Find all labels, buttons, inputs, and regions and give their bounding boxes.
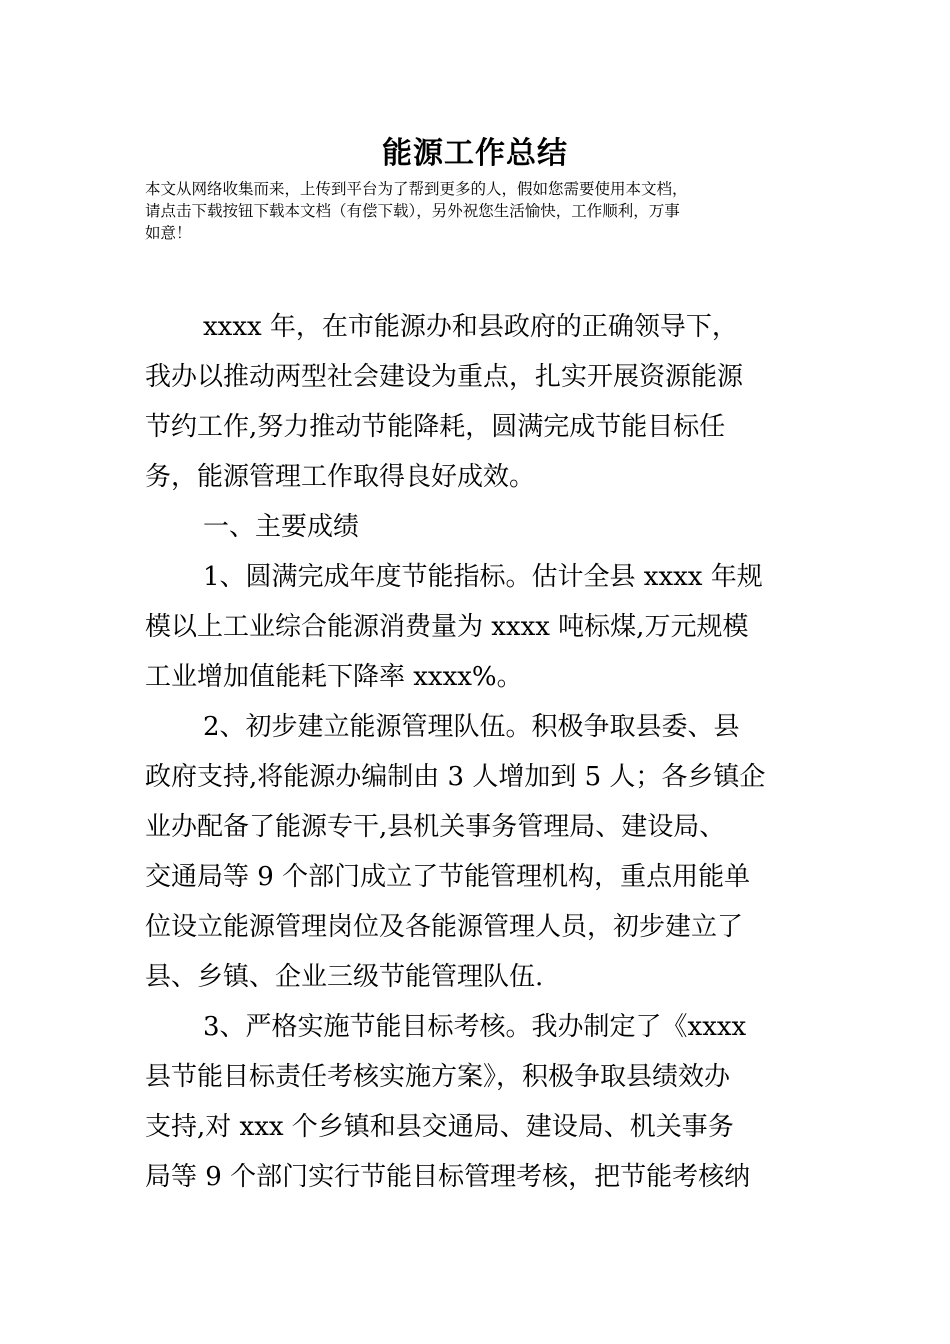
paragraph-line: 2、初步建立能源管理队伍。积极争取县委、县 xyxy=(203,712,740,742)
paragraph-line: 3、严格实施节能目标考核。我办制定了《xxxx xyxy=(203,1012,747,1042)
paragraph-line: 局等 9 个部门实行节能目标管理考核，把节能考核纳 xyxy=(145,1162,751,1192)
paragraph-line: xxxx 年，在市能源办和县政府的正确领导下， xyxy=(203,312,738,342)
notice-line: 请点击下载按钮下载本文档（有偿下载），另外祝您生活愉快，工作顺利，万事 xyxy=(145,202,680,220)
paragraph-line: 工业增加值能耗下降率 xxxx%。 xyxy=(145,662,523,692)
document-title: 能源工作总结 xyxy=(382,136,568,171)
paragraph-line: 1、圆满完成年度节能指标。估计全县 xxxx 年规 xyxy=(203,562,763,592)
paragraph-line: 交通局等 9 个部门成立了节能管理机构，重点用能单 xyxy=(145,862,751,892)
paragraph-line: 模以上工业综合能源消费量为 xxxx 吨标煤,万元规模 xyxy=(145,612,749,642)
paragraph-line: 政府支持,将能源办编制由 3 人增加到 5 人；各乡镇企 xyxy=(145,762,766,792)
paragraph-line: 县节能目标责任考核实施方案》，积极争取县绩效办 xyxy=(145,1062,731,1092)
paragraph-line: 我办以推动两型社会建设为重点，扎实开展资源能源 xyxy=(145,362,744,392)
download-notice xyxy=(145,178,825,244)
paragraph-line: 县、乡镇、企业三级节能管理队伍. xyxy=(145,962,544,992)
paragraph-line: 务，能源管理工作取得良好成效。 xyxy=(145,462,536,492)
notice-line: 本文从网络收集而来，上传到平台为了帮到更多的人，假如您需要使用本文档， xyxy=(145,180,688,198)
paragraph-line: 位设立能源管理岗位及各能源管理人员，初步建立了 xyxy=(145,912,744,942)
paragraph-line: 业办配备了能源专干,县机关事务管理局、建设局、 xyxy=(145,812,726,842)
paragraph-line: 节约工作,努力推动节能降耗，圆满完成节能目标任 xyxy=(145,412,726,442)
document-body xyxy=(145,302,815,1202)
section-heading: 一、主要成绩 xyxy=(203,512,360,542)
notice-line: 如意！ xyxy=(145,224,192,242)
paragraph-line: 支持,对 xxx 个乡镇和县交通局、建设局、机关事务 xyxy=(145,1112,734,1142)
